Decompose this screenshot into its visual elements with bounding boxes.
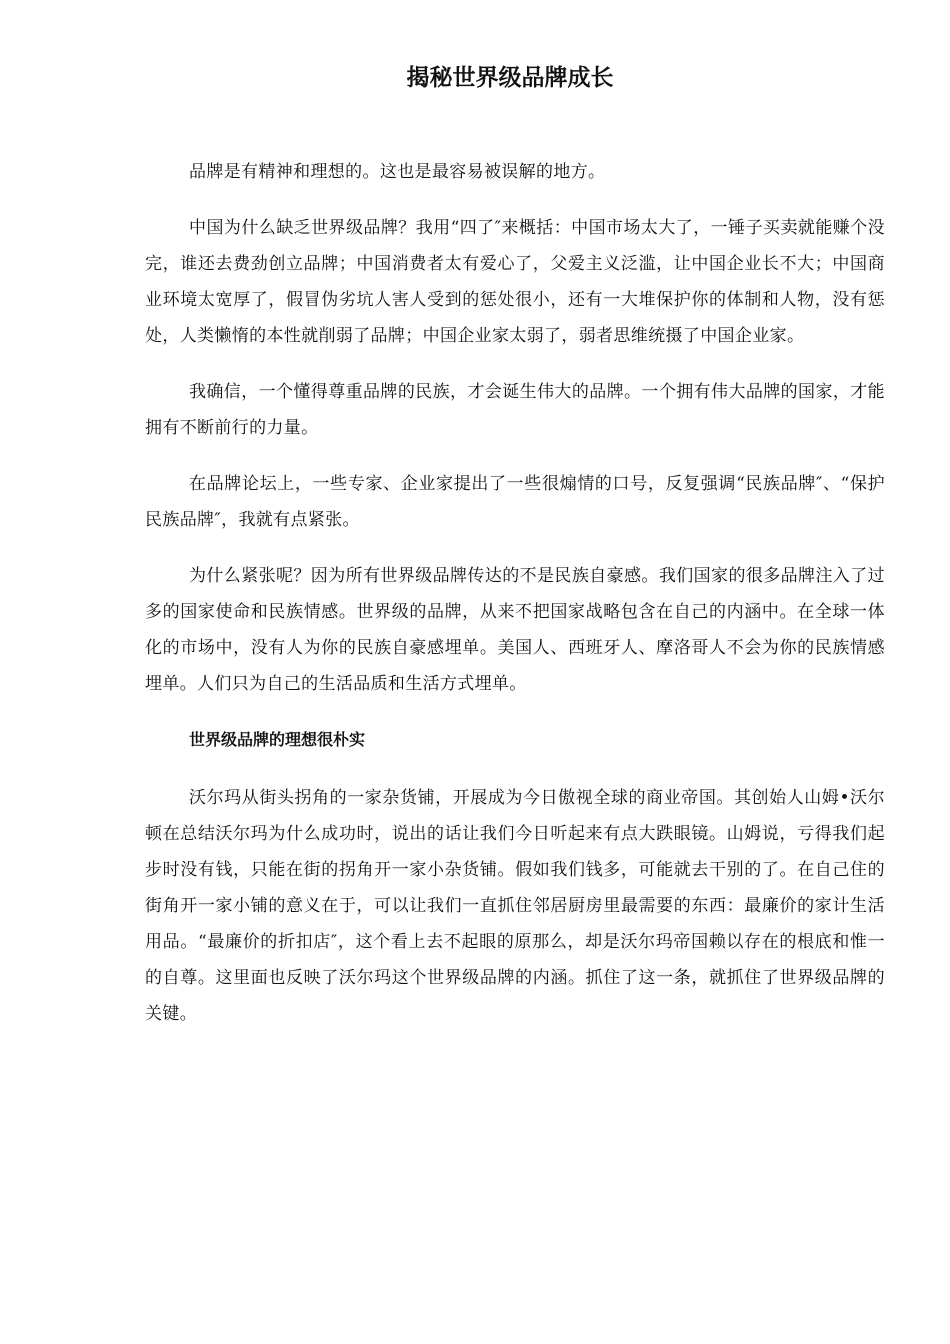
paragraph: 中国为什么缺乏世界级品牌？我用“四了″来概括：中国市场太大了，一锤子买卖就能赚个没完，谁还去费劲创立品牌；中国消费者太有爱心了，父爱主义泛滥，让中国企业长不大；中国商业环境太宽厚了，假冒伪劣坑人害人受到的惩处很小，还有一大堆保护你的体制和人物，没有惩处，人类懒惰的本性就削弱了品牌；中国企业家太弱了，弱者思维统摄了中国企业家。 bbox=[145, 218, 885, 346]
paragraph: 沃尔玛从街头拐角的一家杂货铺，开展成为今日傲视全球的商业帝国。其创始人山姆•沃尔顿在总结沃尔玛为什么成功时，说出的话让我们今日听起来有点大跌眼镜。山姆说，亏得我们起步时没有钱，只能在街的拐角开一家小杂货铺。假如我们钱多，可能就去干别的了。在自己住的街角开一家小铺的意义在于，可以让我们一直抓住邻居厨房里最需要的东西：最廉价的家计生活用品。“最廉价的折扣店″，这个看上去不起眼的原那么，却是沃尔玛帝国赖以存在的根底和惟一的自尊。这里面也反映了沃尔玛这个世界级品牌的内涵。抓住了这一条，就抓住了世界级品牌的关键。 bbox=[145, 788, 885, 1024]
paragraph: 在品牌论坛上，一些专家、企业家提出了一些很煽情的口号，反复强调“民族品牌″、“保护民族品牌″，我就有点紧张。 bbox=[145, 474, 885, 530]
document-title: 揭秘世界级品牌成长 bbox=[406, 65, 614, 91]
document-body bbox=[145, 154, 885, 1052]
paragraph: 我确信，一个懂得尊重品牌的民族，才会诞生伟大的品牌。一个拥有伟大品牌的国家，才能拥有不断前行的力量。 bbox=[145, 382, 885, 438]
paragraph: 为什么紧张呢？因为所有世界级品牌传达的不是民族自豪感。我们国家的很多品牌注入了过多的国家使命和民族情感。世界级的品牌，从来不把国家战略包含在自己的内涵中。在全球一体化的市场中，没有人为你的民族自豪感埋单。美国人、西班牙人、摩洛哥人不会为你的民族情感埋单。人们只为自己的生活品质和生活方式埋单。 bbox=[145, 566, 885, 694]
section-heading: 世界级品牌的理想很朴实 bbox=[189, 730, 366, 749]
paragraph: 品牌是有精神和理想的。这也是最容易被误解的地方。 bbox=[189, 162, 606, 182]
